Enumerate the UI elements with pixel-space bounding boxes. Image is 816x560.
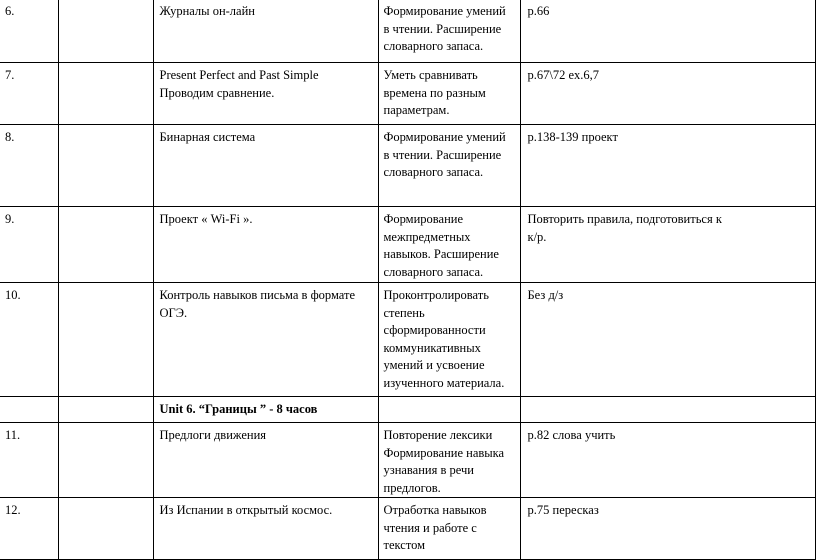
empty-cell: [58, 63, 153, 125]
lesson-number-cell: 7.: [0, 63, 58, 125]
goal-cell: [378, 283, 520, 397]
cell-line: текстом: [383, 538, 426, 552]
lesson-number-cell: [0, 397, 58, 423]
unit-heading: Unit 6. “Границы ” - 8 часов: [159, 402, 318, 416]
goal-cell: [378, 423, 520, 498]
cell-line: Проконтролировать: [383, 288, 489, 302]
topic-cell: [153, 0, 378, 63]
cell-line: Из Испании в открытый космос.: [159, 503, 333, 517]
cell-line: в чтении. Расширение: [383, 147, 502, 162]
topic-cell: [153, 498, 378, 560]
cell-line: p.67\72 ex.6,7: [527, 68, 600, 82]
empty-cell: [58, 283, 153, 397]
cell-line: Предлоги движения: [159, 428, 267, 442]
cell-line: времена по разным: [383, 85, 486, 100]
table-row: [0, 498, 815, 560]
goal-cell: [378, 397, 520, 423]
topic-cell: [153, 125, 378, 207]
goal-cell: [378, 0, 520, 63]
goal-cell: [378, 207, 520, 283]
cell-line: Формирование умений: [383, 130, 506, 144]
cell-line: узнавания в речи: [383, 463, 474, 477]
homework-cell: [520, 498, 815, 560]
empty-cell: [58, 498, 153, 560]
cell-line: Повторить правила, подготовиться к: [527, 212, 722, 226]
cell-line: предлогов.: [383, 480, 441, 495]
table-row: [0, 207, 815, 283]
empty-cell: [58, 397, 153, 423]
homework-cell: [520, 0, 815, 63]
cell-line: словарного запаса.: [383, 264, 484, 279]
table-row: [0, 125, 815, 207]
cell-line: чтения и работе с: [383, 520, 477, 535]
empty-cell: [58, 207, 153, 283]
cell-line: Формирование навыка: [383, 445, 505, 460]
cell-line: Проводим сравнение.: [159, 85, 275, 100]
lesson-number-cell: 8.: [0, 125, 58, 207]
topic-cell: [153, 63, 378, 125]
homework-cell: [520, 423, 815, 498]
goal-cell: [378, 125, 520, 207]
cell-line: Уметь сравнивать: [383, 68, 478, 82]
goal-cell: [378, 63, 520, 125]
cell-line: изученного материала.: [383, 375, 505, 390]
topic-cell: [153, 283, 378, 397]
cell-line: p.138-139 проект: [527, 130, 618, 144]
lesson-number-cell: 9.: [0, 207, 58, 283]
homework-cell: [520, 283, 815, 397]
table-row: [0, 423, 815, 498]
cell-line: степень: [383, 305, 425, 320]
table-row: [0, 283, 815, 397]
cell-line: в чтении. Расширение: [383, 21, 502, 36]
cell-line: p.75 пересказ: [527, 503, 599, 517]
cell-line: p.82 слова учить: [527, 428, 616, 442]
cell-line: словарного запаса.: [383, 165, 484, 179]
cell-line: к/р.: [527, 229, 547, 244]
cell-line: Журналы он-лайн: [159, 4, 255, 18]
cell-line: сформированности: [383, 323, 486, 337]
cell-line: Отработка навыков: [383, 503, 487, 517]
table-row: [0, 63, 815, 125]
cell-line: Present Perfect and Past Simple: [159, 68, 319, 82]
goal-cell: [378, 498, 520, 560]
cell-line: Контроль навыков письма в формате: [159, 288, 356, 302]
cell-line: Без д/з: [527, 288, 564, 302]
table-row: [0, 397, 815, 423]
topic-cell: [153, 423, 378, 498]
cell-line: Повторение лексики: [383, 428, 493, 442]
topic-cell: [153, 397, 378, 423]
homework-cell: [520, 63, 815, 125]
empty-cell: [58, 0, 153, 63]
cell-line: Проект « Wi-Fi ».: [159, 212, 253, 226]
homework-cell: [520, 397, 815, 423]
cell-line: Формирование: [383, 212, 463, 226]
cell-line: умений и усвоение: [383, 358, 485, 372]
cell-line: параметрам.: [383, 103, 450, 117]
lesson-number-cell: 11.: [0, 423, 58, 498]
lesson-number-cell: 6.: [0, 0, 58, 63]
cell-line: навыков. Расширение: [383, 247, 499, 261]
homework-cell: [520, 207, 815, 283]
topic-cell: [153, 207, 378, 283]
cell-line: межпредметных: [383, 229, 471, 244]
cell-line: p.66: [527, 4, 550, 18]
cell-line: коммуникативных: [383, 340, 481, 355]
cell-line: ОГЭ.: [159, 305, 188, 320]
cell-line: Бинарная система: [159, 130, 256, 144]
lesson-number-cell: 12.: [0, 498, 58, 560]
lesson-number-cell: 10.: [0, 283, 58, 397]
table-row: [0, 0, 815, 63]
homework-cell: [520, 125, 815, 207]
cell-line: словарного запаса.: [383, 39, 484, 53]
empty-cell: [58, 423, 153, 498]
empty-cell: [58, 125, 153, 207]
cell-line: Формирование умений: [383, 4, 506, 18]
